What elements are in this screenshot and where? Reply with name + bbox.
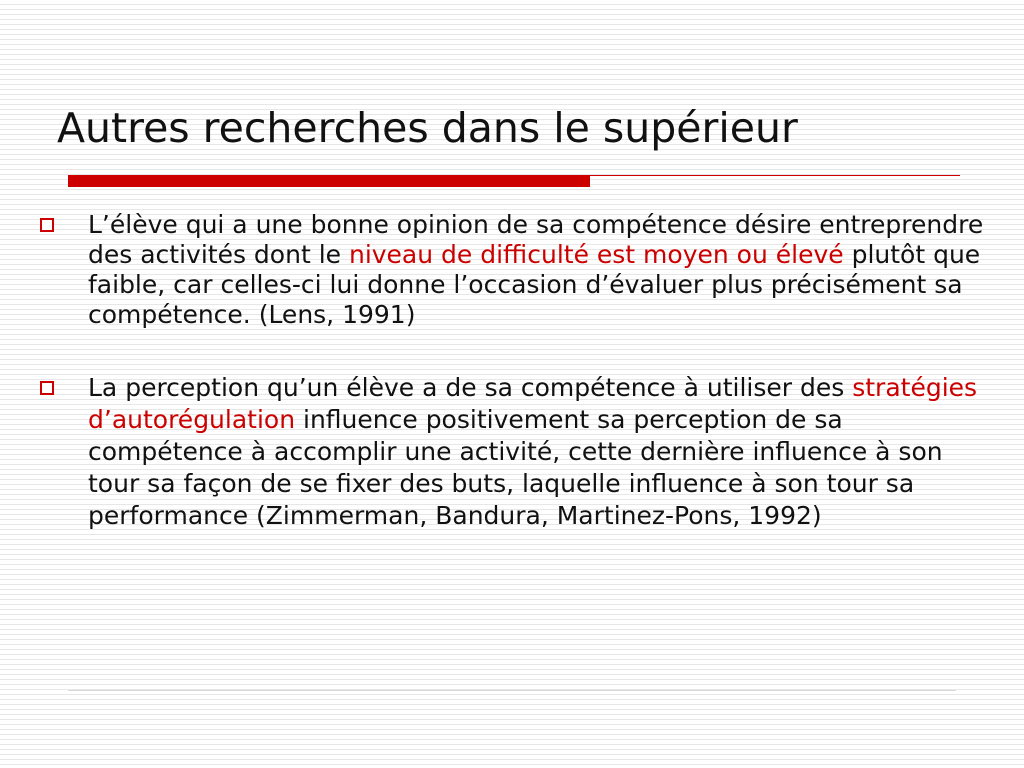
bullet-item <box>88 210 998 330</box>
bullet-highlight: stratégies d’autorégulation <box>88 373 978 434</box>
square-bullet-icon <box>40 381 54 395</box>
bullet-text: influence positivement sa perception de sa compétence à accomplir une activité, cette dernière influence à son tour sa façon de se fixer des buts, laquelle influence à son tour sa performance (Zimmerman, Bandura, Martinez-Pons, 1992) <box>88 405 943 530</box>
slide-title: Autres recherches dans le supérieur <box>57 104 798 152</box>
bullet-text: La perception qu’un élève a de sa compétence à utiliser des <box>88 373 853 402</box>
square-bullet-icon <box>40 218 54 232</box>
bullet-text: plutôt que faible, car celles-ci lui donne l’occasion d’évaluer plus précisément sa compétence. (Lens, 1991) <box>88 240 981 329</box>
bullet-list <box>0 210 1024 532</box>
footer-divider <box>68 690 956 691</box>
bullet-text: L’élève qui a une bonne opinion de sa compétence désire entreprendre des activités dont le <box>88 210 984 269</box>
title-accent-line <box>590 175 960 176</box>
title-accent-bar <box>68 175 590 187</box>
bullet-item <box>88 372 998 532</box>
bullet-highlight: niveau de difficulté est moyen ou élevé <box>348 240 844 269</box>
